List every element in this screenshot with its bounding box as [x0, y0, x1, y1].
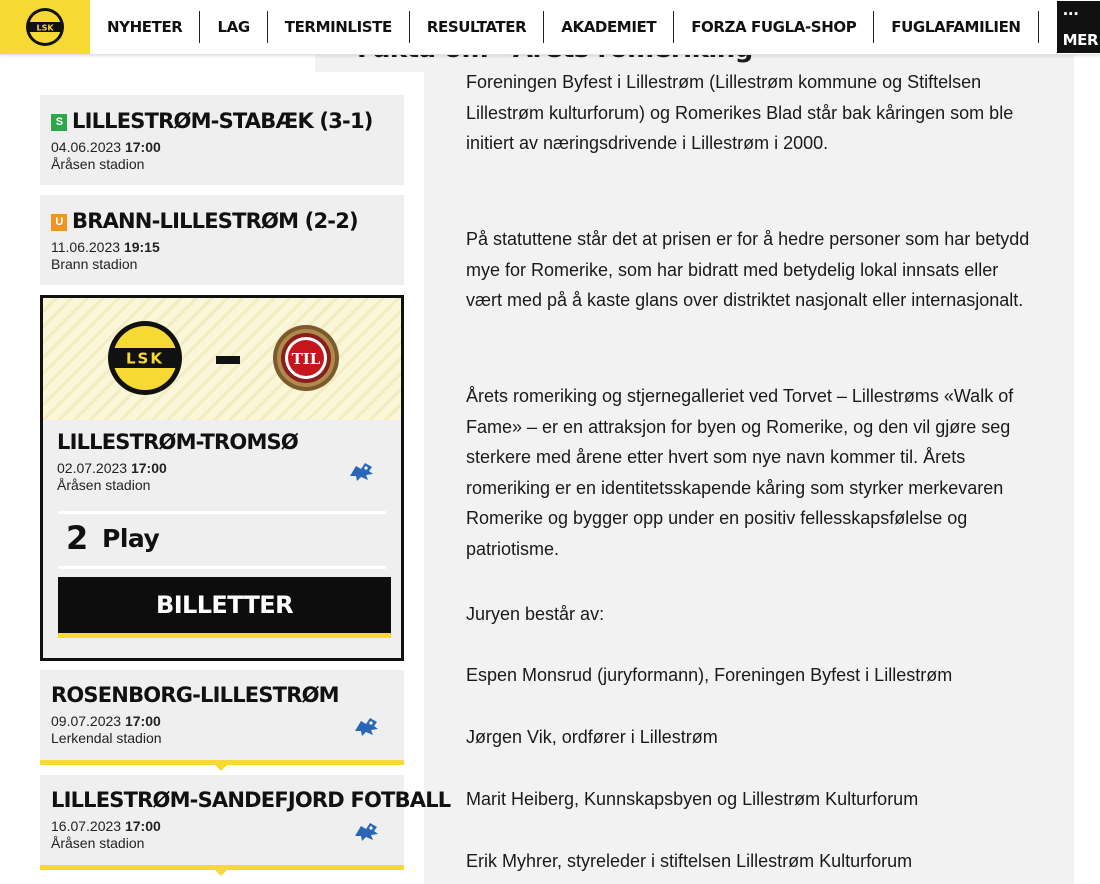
article-paragraph: Marit Heiberg, Kunnskapsbyen og Lillestrøm Kulturforum: [466, 789, 919, 809]
article-paragraph: Juryen består av:: [466, 604, 605, 624]
svg-text:LSK: LSK: [36, 23, 54, 33]
match-title: LILLESTRØM-SANDEFJORD FOTBALL: [51, 788, 451, 812]
more-menu-button[interactable]: ··· MER: [1057, 1, 1100, 53]
match-date: 04.06.2023 17:00: [51, 139, 161, 155]
card-accent-notch: [215, 870, 227, 876]
match-card[interactable]: [40, 195, 404, 285]
article-paragraph: På statuttene står det at prisen er for å hedre personer som har betydd mye for Romerike, som har bidratt med betydelig lokal innsats eller vært med på å kaste glans over distriktet nasjonalt eller internasjonalt.: [466, 229, 1030, 310]
match-card[interactable]: [40, 670, 404, 765]
match-date: 09.07.2023 17:00: [51, 713, 161, 729]
match-card[interactable]: [40, 95, 404, 185]
eliteserien-lion-icon: [352, 820, 380, 842]
club-logo-link[interactable]: [0, 0, 90, 54]
tickets-button[interactable]: BILLETTER: [58, 577, 391, 638]
eliteserien-lion-icon: [347, 460, 375, 482]
article-paragraph: Erik Myhrer, styreleder i stiftelsen Lillestrøm Kulturforum: [466, 851, 913, 871]
serie-badge-icon: S: [51, 114, 67, 131]
card-accent-notch: [215, 765, 227, 771]
article-paragraph: Foreningen Byfest i Lillestrøm (Lillestrøm kommune og Stiftelsen Lillestrøm kulturforum) og Romerikes Blad står bak kåringen som ble initiert av næringsdrivende i Lillestrøm i 2000.: [466, 72, 1014, 153]
match-venue: Åråsen stadion: [51, 835, 145, 851]
match-date: 16.07.2023 17:00: [51, 818, 161, 834]
nav-item-nyheter[interactable]: NYHETER: [90, 11, 200, 43]
nav-item-terminliste[interactable]: TERMINLISTE: [268, 11, 410, 43]
article-paragraph: Årets romeriking og stjernegalleriet ved Torvet – Lillestrøms «Walk of Fame» – er en attraksjon for byen og Romerike, og den vil gjøre seg sterkere med årene etter hvert som nye navn kommer til. Årets romeriking er en identitetsskapende kåring som styrker merkevaren Romerike og bygger opp under en positiv fellesskapsfølelse og patriotisme.: [466, 386, 1014, 559]
lsk-team-logo-icon: [107, 320, 183, 396]
eliteserien-lion-icon: [352, 715, 380, 737]
cup-badge-icon: U: [51, 214, 67, 231]
nav-item-fuglafamilien[interactable]: FUGLAFAMILIEN: [874, 11, 1038, 43]
match-card[interactable]: [40, 775, 451, 870]
article-body: [424, 54, 1074, 884]
nav-item-akademiet[interactable]: AKADEMIET: [544, 11, 674, 43]
match-title: LILLESTRØM-TROMSØ: [57, 430, 298, 454]
match-date: 02.07.2023 17:00: [57, 460, 167, 476]
nav-item-shop[interactable]: FORZA FUGLA-SHOP: [674, 11, 874, 43]
top-navigation: [0, 0, 1100, 55]
match-title: LILLESTRØM-STABÆK (3-1): [72, 109, 373, 133]
tromso-team-logo-icon: [271, 322, 341, 394]
nav-item-lag[interactable]: LAG: [200, 11, 267, 43]
match-venue: Lerkendal stadion: [51, 730, 162, 746]
featured-match-header: [43, 298, 401, 420]
match-title: BRANN-LILLESTRØM (2-2): [72, 209, 358, 233]
match-venue: Åråsen stadion: [51, 156, 145, 172]
article-paragraph: Espen Monsrud (juryformann), Foreningen Byfest i Lillestrøm: [466, 665, 953, 685]
match-date: 11.06.2023 19:15: [51, 239, 160, 255]
broadcaster-2play-link[interactable]: 2 Play: [58, 511, 386, 569]
versus-dash: [216, 356, 240, 364]
nav-item-resultater[interactable]: RESULTATER: [410, 11, 544, 43]
match-title: ROSENBORG-LILLESTRØM: [51, 683, 339, 707]
lsk-logo-icon: [25, 7, 65, 47]
featured-match-card: [40, 295, 404, 661]
match-venue: Brann stadion: [51, 256, 138, 272]
svg-text:LSK: LSK: [126, 349, 164, 368]
article-paragraph: Jørgen Vik, ordfører i Lillestrøm: [466, 727, 718, 747]
match-venue: Åråsen stadion: [57, 477, 151, 493]
svg-text:TIL: TIL: [291, 350, 321, 368]
